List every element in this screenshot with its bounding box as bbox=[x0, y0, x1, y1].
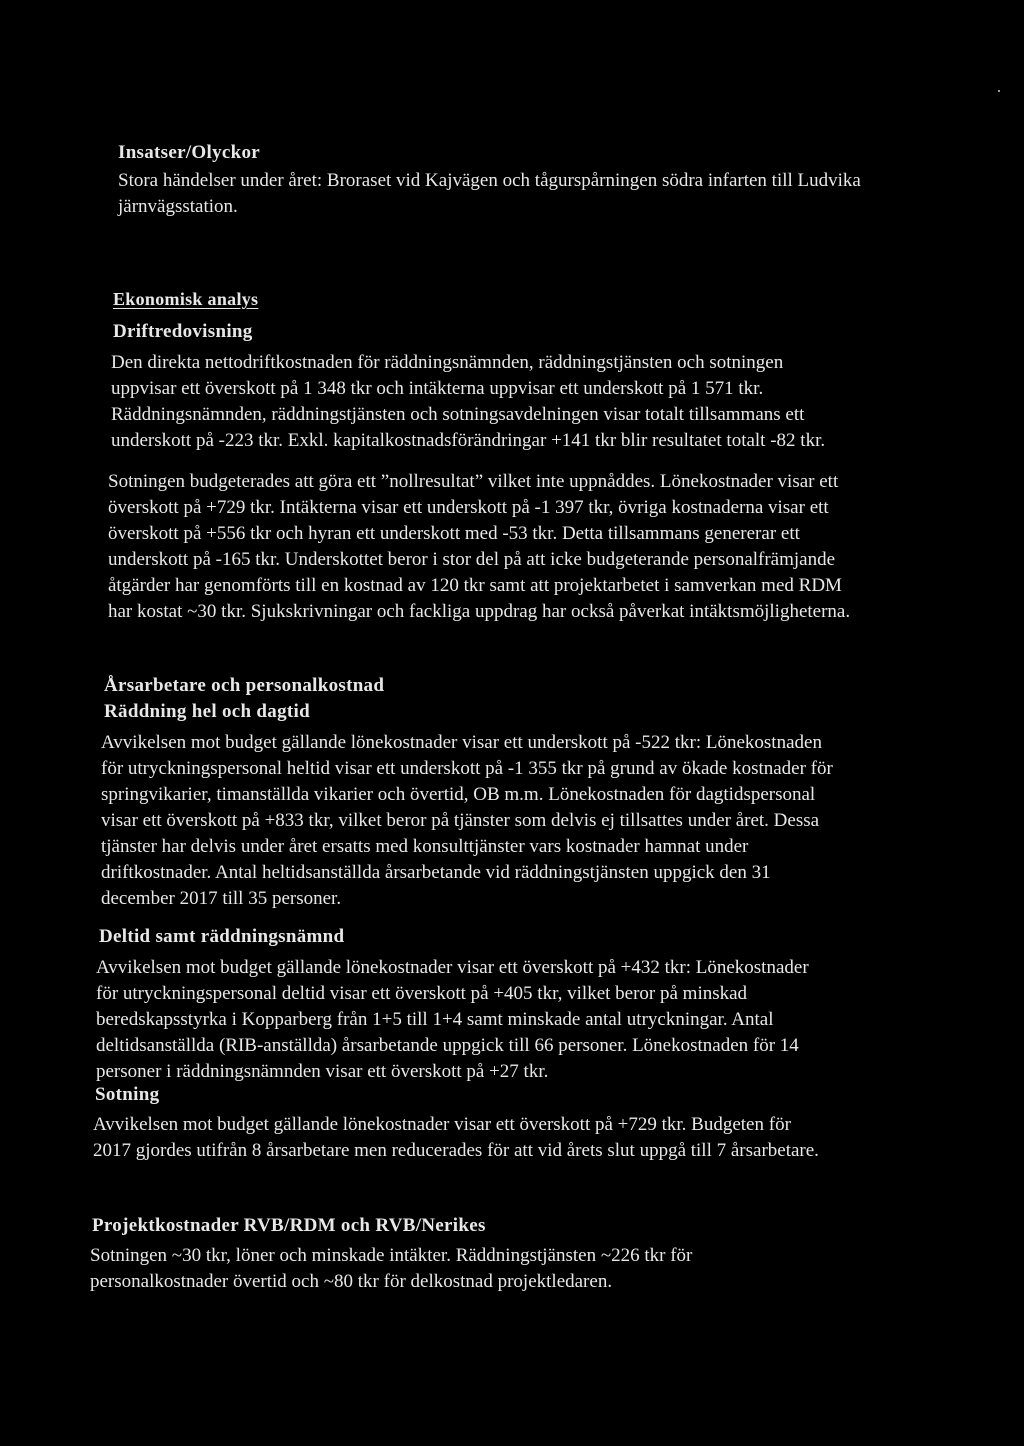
deltid-paragraph: Avvikelsen mot budget gällande lönekostnader visar ett överskott på +432 tkr: Lönekostnader för utryckningspersonal deltid visar ett överskott på +405 tkr, vilket beror på minskad beredskapsstyrka i Kopparberg från 1+5 till 1+4 samt minskade antal utryckningar. Antal deltidsanställda (RIB-anställda) årsarbetande uppgick till 66 personer. Lönekostnaden för 14 personer i räddningsnämnden visar ett överskott på +27 tkr. bbox=[96, 957, 809, 1082]
insatser-text: Stora händelser under året: Broraset vid Kajvägen och tågurspårningen södra infarten till Ludvika järnvägsstation. bbox=[118, 170, 861, 217]
insatser-heading: Insatser/Olyckor bbox=[118, 142, 261, 163]
scan-speck bbox=[998, 90, 1000, 92]
arsarbetare-heading: Årsarbetare och personalkostnad bbox=[104, 675, 385, 696]
ekonomisk-analys-heading: Ekonomisk analys bbox=[113, 289, 259, 309]
raddning-heltid-heading: Räddning hel och dagtid bbox=[104, 701, 310, 722]
sotning-budget-paragraph: Sotningen budgeterades att göra ett ”nollresultat” vilket inte uppnåddes. Lönekostnader visar ett överskott på +729 tkr. Intäkterna visar ett underskott på -1 397 tkr, övriga kostnaderna visar ett överskott på +556 tkr och hyran ett underskott med -53 tkr. Detta tillsammans genererar ett underskott på -165 tkr. Underskottet beror i stor del på att icke budgeterande personalfrämjande åtgärder har genomförts till en kostnad av 120 tkr samt att projektarbetet i samverkan med RDM har kostat ~30 tkr. Sjukskrivningar och fackliga uppdrag har också påverkat intäktsmöjligheterna. bbox=[108, 471, 851, 622]
driftredovisning-paragraph: Den direkta nettodriftkostnaden för räddningsnämnden, räddningstjänsten och sotningen uppvisar ett överskott på 1 348 tkr och intäkterna uppvisar ett underskott på 1 571 tkr. Räddningsnämnden, räddningstjänsten och sotningsavdelningen visar totalt tillsammans ett underskott på -223 tkr. Exkl. kapitalkostnadsförändringar +141 tkr blir resultatet totalt -82 tkr. bbox=[111, 352, 826, 451]
driftredovisning-heading: Driftredovisning bbox=[113, 321, 253, 342]
sotning-heading: Sotning bbox=[95, 1084, 160, 1105]
projektkostnader-paragraph: Sotningen ~30 tkr, löner och minskade intäkter. Räddningstjänsten ~226 tkr för personalkostnader övertid och ~80 tkr för delkostnad projektledaren. bbox=[90, 1245, 693, 1292]
sotning-paragraph: Avvikelsen mot budget gällande lönekostnader visar ett överskott på +729 tkr. Budgeten för 2017 gjordes utifrån 8 årsarbetare men reducerades för att vid årets slut uppgå till 7 årsarbetare. bbox=[93, 1114, 819, 1161]
deltid-heading: Deltid samt räddningsnämnd bbox=[99, 926, 345, 947]
raddning-heltid-paragraph: Avvikelsen mot budget gällande lönekostnader visar ett underskott på -522 tkr: Lönekostnaden för utryckningspersonal heltid visar ett underskott på -1 355 tkr på grund av ökade kostnader för springvikarier, timanställda vikarier och övertid, OB m.m. Lönekostnaden för dagtidspersonal visar ett överskott på +833 tkr, vilket beror på tjänster som delvis ej tillsattes under året. Dessa tjänster har delvis under året ersatts med konsulttjänster vars kostnader hamnat under driftkostnader. Antal heltidsanställda årsarbetande vid räddningstjänsten uppgick den 31 december 2017 till 35 personer. bbox=[101, 732, 833, 909]
projektkostnader-heading: Projektkostnader RVB/RDM och RVB/Nerikes bbox=[92, 1215, 486, 1236]
